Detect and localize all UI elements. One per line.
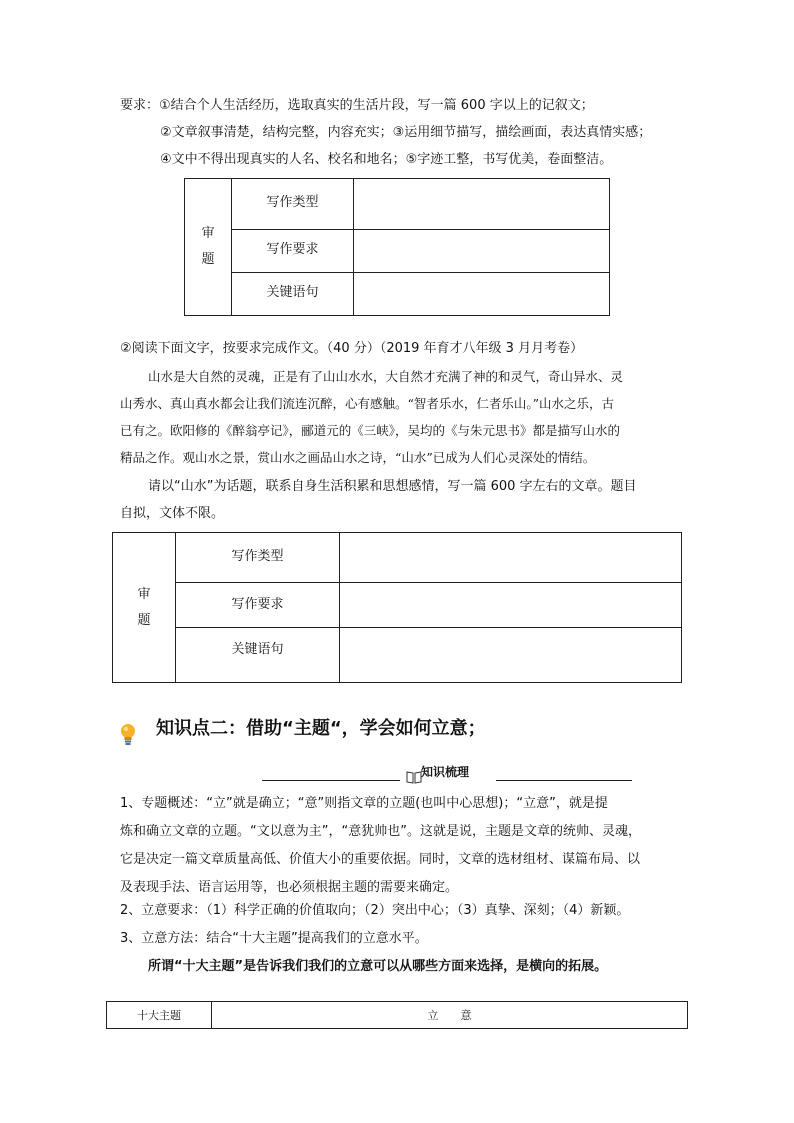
table1-side-char-1: 审	[201, 226, 215, 241]
table1-side-char-2: 题	[201, 252, 215, 267]
requirement-line-3: ④文中不得出现真实的人名、校名和地名；⑤字迹工整，书写优美，卷面整洁。	[160, 152, 613, 167]
ten-themes-note: 所谓“十大主题”是告诉我们我们的立意可以从哪些方面来选择，是横向的拓展。	[148, 959, 608, 974]
passage-line-3: 已有之。欧阳修的《醉翁亭记》，郦道元的《三峡》，吴均的《与朱元思书》都是描写山水的	[120, 423, 621, 438]
overview-line-2: 炼和确立文章的立题。“文以意为主”，“意犹帅也”。这就是说，主题是文章的统帅、灵魂，	[120, 824, 641, 839]
overview-line-3: 它是决定一篇文章质量高低、价值大小的重要依据。同时，文章的选材组材、谋篇布局、以	[120, 852, 641, 867]
requirements-paragraph: 2、立意要求：（1）科学正确的价值取向；（2）突出中心；（3）真挚、深刻；（4）新颖。	[120, 903, 630, 918]
prompt2-header: ②阅读下面文字，按要求完成作文。（40 分）（2019 年育才八年级 3 月月考卷）	[120, 341, 584, 356]
table2-side-char-1: 审	[137, 586, 151, 602]
analysis-table-1	[184, 178, 610, 316]
table1-answer-cell[interactable]	[354, 230, 610, 273]
divider-left	[262, 780, 400, 781]
overview-line-1: 1、专题概述：“立”就是确立；“意”则指文章的立题(也叫中心思想)；“立意”，就是提	[120, 796, 608, 811]
ideas-col-header: 立 意	[212, 1002, 688, 1029]
table2-answer-cell[interactable]	[340, 583, 682, 628]
table1-row-label: 写作要求	[232, 230, 354, 273]
table2-side-char-2: 题	[137, 612, 151, 628]
table2-row-label: 写作类型	[176, 533, 340, 583]
overview-paragraph	[120, 790, 690, 902]
themes-table	[106, 1001, 688, 1029]
table1-side-label	[185, 179, 232, 316]
task-line-1: 请以“山水”为话题，联系自身生活积累和思想感情，写一篇 600 字左右的文章。题目	[148, 479, 637, 494]
analysis-table-2	[112, 532, 682, 683]
table1-row-label: 关键语句	[232, 273, 354, 316]
book-icon	[406, 770, 422, 784]
table2-row-label: 写作要求	[176, 583, 340, 628]
table1-answer-cell[interactable]	[354, 273, 610, 316]
requirement-line-1: 要求：①结合个人生活经历，选取真实的生活片段，写一篇 600 字以上的记叙文；	[120, 98, 594, 113]
table2-answer-cell[interactable]	[340, 533, 682, 583]
method-paragraph: 3、立意方法：结合“十大主题”提高我们的立意水平。	[120, 931, 428, 946]
passage-line-2: 山秀水、真山真水都会让我们流连沉醉，心有感触。“智者乐水，仁者乐山。”山水之乐，古	[120, 396, 615, 411]
table1-row-label: 写作类型	[232, 179, 354, 230]
divider-right	[496, 780, 632, 781]
table2-answer-cell[interactable]	[340, 628, 682, 683]
table2-side-label	[113, 533, 176, 683]
table2-row-label: 关键语句	[176, 628, 340, 683]
lightbulb-icon	[119, 722, 137, 746]
task-line-2: 自拟，文体不限。	[120, 506, 225, 521]
knowledge-label: 知识梳理	[421, 765, 470, 779]
table1-answer-cell[interactable]	[354, 179, 610, 230]
section-heading: 知识点二：借助“主题“，学会如何立意；	[156, 718, 486, 739]
overview-line-4: 及表现手法、语言运用等，也必须根据主题的需要来确定。	[120, 880, 459, 895]
themes-col-header: 十大主题	[107, 1002, 212, 1029]
requirement-line-2: ②文章叙事清楚，结构完整，内容充实；③运用细节描写，描绘画面，表达真情实感；	[160, 125, 652, 140]
passage-line-4: 精品之作。观山水之景，赏山水之画品山水之诗，“山水”已成为人们心灵深处的情结。	[120, 450, 596, 465]
passage-line-1: 山水是大自然的灵魂，正是有了山山水水，大自然才充满了神的和灵气，奇山异水、灵	[148, 369, 624, 384]
